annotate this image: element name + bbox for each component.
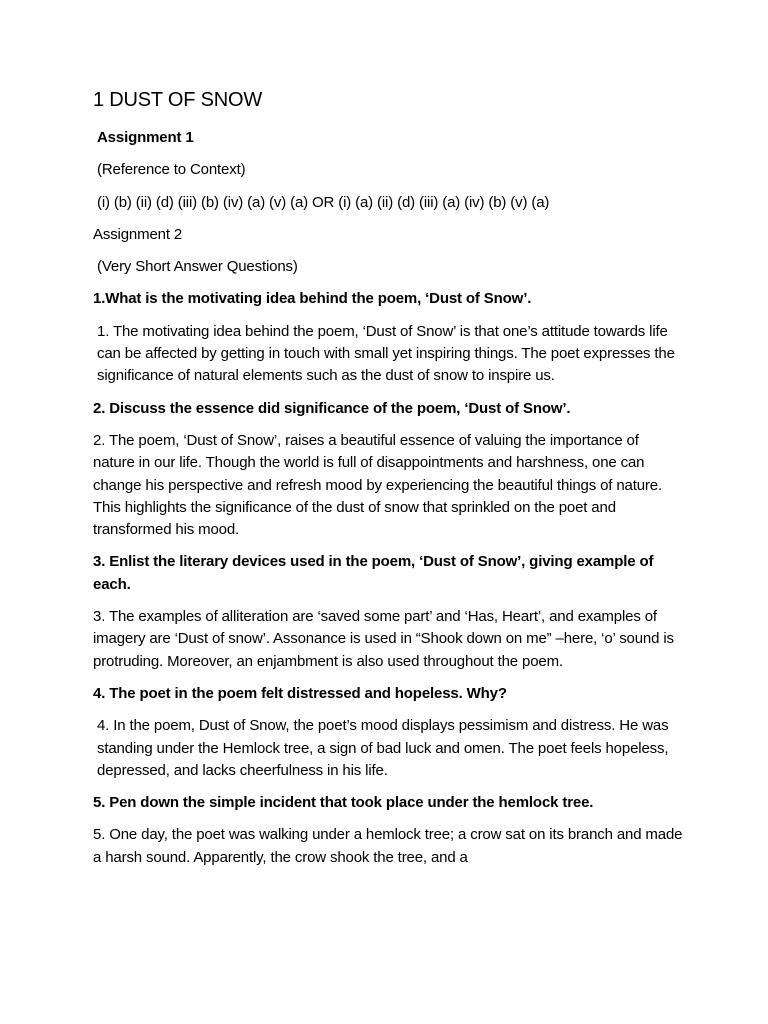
- answer-5: 5. One day, the poet was walking under a hemlock tree; a crow sat on its branch and made a harsh sound. Apparently, the crow shook the tree, and a: [93, 826, 687, 866]
- answer-2: 2. The poem, ‘Dust of Snow’, raises a beautiful essence of valuing the importance of nature in our life. Though the world is full of disappointments and harshness, one can change his perspective and refresh mood by experiencing the beautiful things of nature. This highlights the significance of the dust of snow that sprinkled on the poet and transformed his mood.: [93, 431, 666, 539]
- question-5: 5. Pen down the simple incident that took place under the hemlock tree.: [93, 794, 594, 812]
- question-1: 1.What is the motivating idea behind the poem, ‘Dust of Snow’.: [93, 290, 532, 308]
- document-page: [93, 86, 687, 879]
- assignment-1-heading: Assignment 1: [97, 129, 194, 146]
- answer-1: 1. The motivating idea behind the poem, ‘Dust of Snow’ is that one’s attitude towards life can be affected by getting in touch with small yet inspiring things. The poet expresses the significance of natural elements such as the dust of snow to inspire us.: [97, 322, 679, 385]
- question-3: 3. Enlist the literary devices used in the poem, ‘Dust of Snow’, giving example of each.: [93, 553, 658, 593]
- assignment-2-heading: Assignment 2: [93, 225, 183, 243]
- assignment-1-answers: (i) (b) (ii) (d) (iii) (b) (iv) (a) (v) (a) OR (i) (a) (ii) (d) (iii) (a) (iv) (b) (v) (a): [97, 193, 550, 211]
- answer-3: 3. The examples of alliteration are ‘saved some part’ and ‘Has, Heart’, and examples of imagery are ‘Dust of snow’. Assonance is used in “Shook down on me” –here, ‘o’ sound is protruding. Moreover, an enjambment is also used throughout the poem.: [93, 608, 678, 670]
- answer-4: 4. In the poem, Dust of Snow, the poet’s mood displays pessimism and distress. He was standing under the Hemlock tree, a sign of bad luck and omen. The poet feels hopeless, depressed, and lacks cheerfulness in his life.: [97, 717, 673, 779]
- assignment-1-subheading: (Reference to Context): [97, 161, 246, 179]
- question-2: 2. Discuss the essence did significance of the poem, ‘Dust of Snow’.: [93, 399, 571, 417]
- document-title: 1 DUST OF SNOW: [93, 89, 263, 111]
- assignment-2-subheading: (Very Short Answer Questions): [97, 258, 298, 276]
- question-4: 4. The poet in the poem felt distressed and hopeless. Why?: [93, 684, 507, 702]
